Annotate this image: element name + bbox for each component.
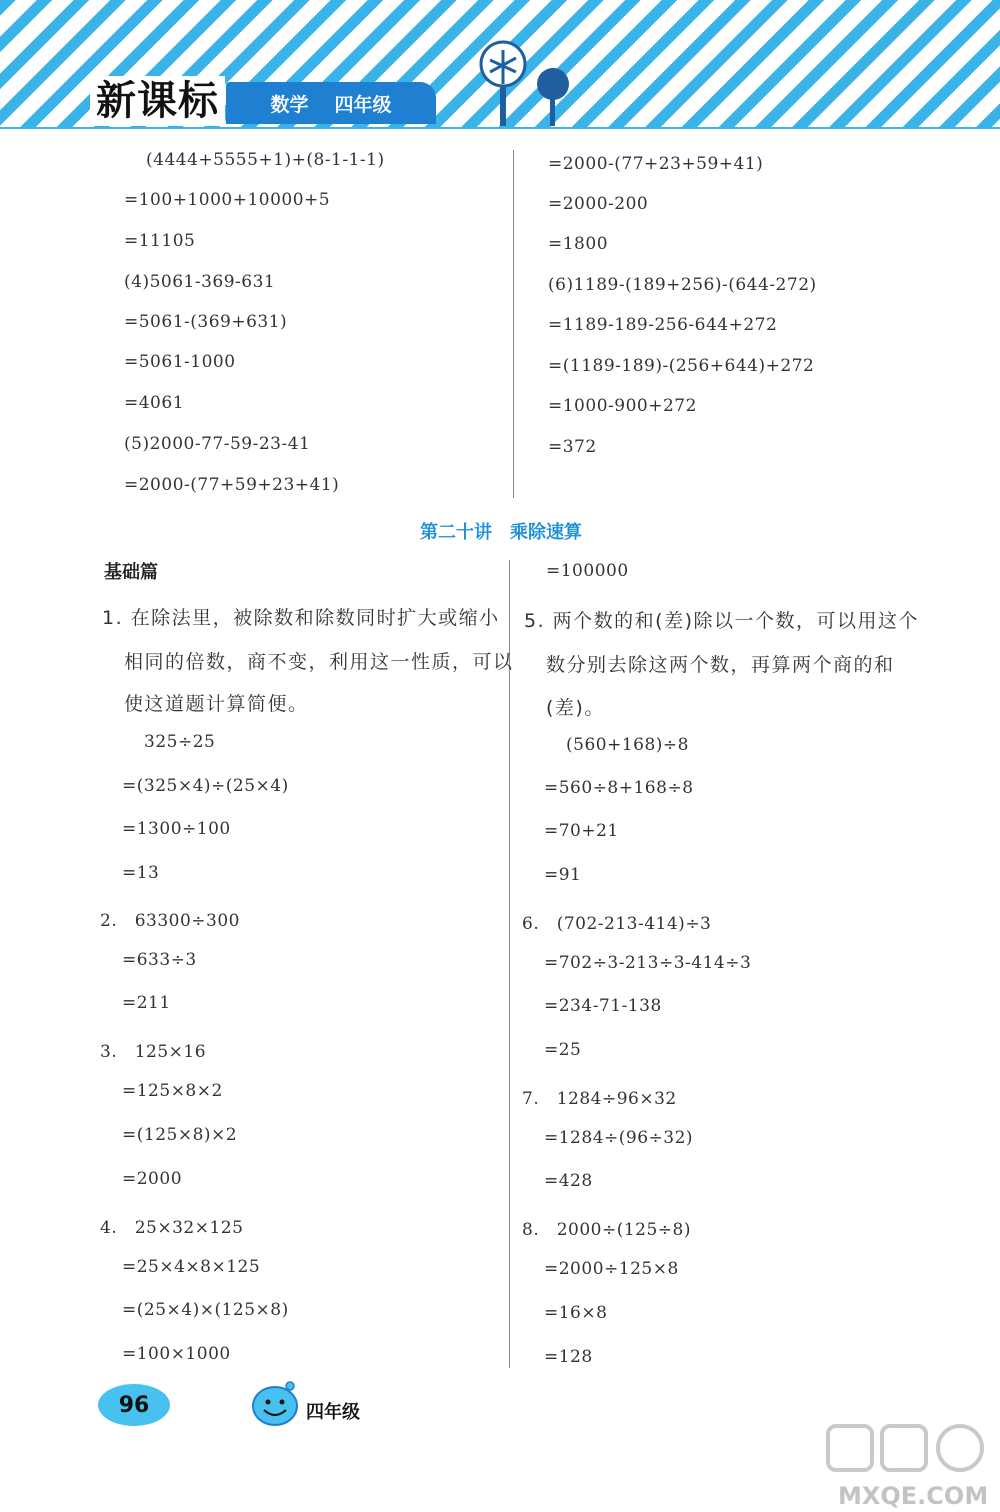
math-line: =100+1000+10000+5: [124, 190, 331, 210]
math-line: =211: [122, 993, 171, 1013]
math-line: =25×4×8×125: [122, 1257, 261, 1277]
math-line: =(325×4)÷(25×4): [122, 776, 289, 796]
math-line: =(1189-189)-(256+644)+272: [548, 356, 815, 376]
math-line: 325÷25: [144, 732, 216, 752]
subject-badge: [226, 82, 436, 124]
math-line: (4)5061-369-631: [124, 272, 276, 292]
math-line: =633÷3: [122, 950, 197, 970]
math-line: =91: [544, 865, 582, 885]
math-line: =1300÷100: [122, 819, 231, 839]
brand-title: 新课标: [90, 76, 225, 126]
math-line: (5)2000-77-59-23-41: [124, 434, 311, 454]
grade-label: 四年级: [334, 93, 392, 116]
page-number: 96: [98, 1384, 170, 1426]
math-line: =100000: [546, 561, 629, 581]
math-line: =(125×8)×2: [122, 1125, 238, 1145]
bottom-column-divider: [509, 560, 510, 1368]
math-line: (6)1189-(189+256)-(644-272): [548, 275, 817, 295]
section-title: 第二十讲 乘除速算: [420, 522, 582, 543]
math-line: =234-71-138: [544, 996, 662, 1016]
explanation-line: 数分别去除这两个数，再算两个商的和: [546, 654, 895, 676]
math-line: =2000-(77+59+23+41): [124, 475, 340, 495]
tree-icon: [470, 40, 580, 126]
footer-grade-label: 四年级: [306, 1402, 360, 1423]
math-line: =1284÷(96÷32): [544, 1128, 694, 1148]
math-line: =2000: [122, 1169, 183, 1189]
math-line: =125×8×2: [122, 1081, 223, 1101]
top-column-divider: [513, 150, 514, 498]
watermark-logo-icon: [820, 1420, 990, 1480]
math-line: 4. 25×32×125: [100, 1218, 244, 1238]
explanation-line: 1. 在除法里，被除数和除数同时扩大或缩小: [102, 607, 500, 629]
math-line: (4444+5555+1)+(8-1-1-1): [146, 150, 385, 170]
subject-label: 数学: [270, 93, 309, 116]
math-line: (560+168)÷8: [566, 735, 689, 755]
explanation-line: 相同的倍数，商不变，利用这一性质，可以: [124, 651, 514, 673]
math-line: 8. 2000÷(125÷8): [522, 1220, 691, 1240]
math-line: =428: [544, 1171, 593, 1191]
explanation-line: 使这道题计算简便。: [124, 693, 309, 715]
math-line: =1800: [548, 234, 609, 254]
explanation-line: 5. 两个数的和(差)除以一个数，可以用这个: [524, 610, 919, 632]
math-line: =1189-189-256-644+272: [548, 315, 778, 335]
math-line: =11105: [124, 231, 196, 251]
math-line: 6. (702-213-414)÷3: [522, 914, 712, 934]
math-line: =16×8: [544, 1303, 608, 1323]
math-line: =2000-200: [548, 194, 649, 214]
math-line: =100×1000: [122, 1344, 231, 1364]
math-line: =25: [544, 1040, 582, 1060]
math-line: =1000-900+272: [548, 396, 697, 416]
math-line: =372: [548, 437, 597, 457]
math-line: 2. 63300÷300: [100, 911, 240, 931]
header-rule: [0, 127, 1000, 129]
explanation-line: (差)。: [546, 697, 605, 719]
section-subtitle: 基础篇: [104, 562, 158, 583]
smiley-mascot-icon: [250, 1380, 300, 1428]
math-line: =560÷8+168÷8: [544, 778, 694, 798]
math-line: =5061-(369+631): [124, 312, 288, 332]
math-line: =70+21: [544, 821, 619, 841]
math-line: =4061: [124, 393, 185, 413]
math-line: =2000-(77+23+59+41): [548, 154, 764, 174]
math-line: =5061-1000: [124, 352, 236, 372]
math-line: 7. 1284÷96×32: [522, 1089, 677, 1109]
math-line: =128: [544, 1347, 593, 1367]
watermark-text: MXQE.COM: [838, 1482, 989, 1510]
math-line: =13: [122, 863, 160, 883]
math-line: 3. 125×16: [100, 1042, 207, 1062]
math-line: =2000÷125×8: [544, 1259, 679, 1279]
math-line: =702÷3-213÷3-414÷3: [544, 953, 752, 973]
math-line: =(25×4)×(125×8): [122, 1300, 289, 1320]
